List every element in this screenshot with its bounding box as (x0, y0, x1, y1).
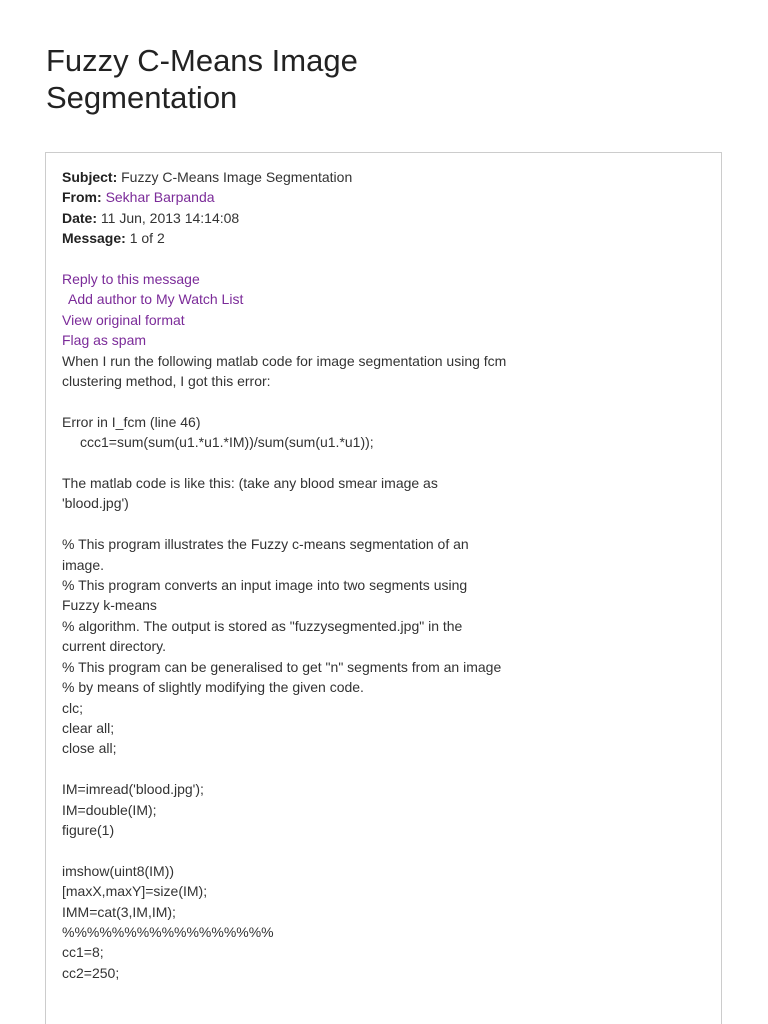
body-line: % This program converts an input image into two segments using (62, 577, 468, 594)
body-line: %%%%%%%%%%%%%%%%% (62, 923, 274, 940)
body-line: image. (62, 556, 105, 573)
body-line (62, 391, 702, 411)
message-label: Message: (62, 230, 126, 247)
body-line (62, 759, 702, 779)
flag-spam-link[interactable]: Flag as spam (62, 332, 147, 349)
body-line: % This program can be generalised to get "n" segments from an image (62, 658, 502, 675)
subject-row (62, 167, 702, 187)
action-row-spam (62, 330, 702, 350)
author-link[interactable]: Sekhar Barpanda (105, 189, 215, 206)
body-line: clc; (62, 699, 83, 716)
body-line (62, 453, 702, 473)
body-line: imshow(uint8(IM)) (62, 862, 175, 879)
body-line: cc1=8; (62, 944, 104, 961)
body-line: IM=imread('blood.jpg'); (62, 781, 204, 798)
body-line: % algorithm. The output is stored as "fuzzysegmented.jpg" in the (62, 617, 463, 634)
date-row (62, 208, 702, 228)
watch-list-link[interactable]: Add author to My Watch List (68, 291, 244, 308)
body-line (62, 840, 702, 860)
body-line: cc2=250; (62, 964, 120, 981)
body-line (62, 514, 702, 534)
body-line: IMM=cat(3,IM,IM); (62, 903, 176, 920)
body-line: clustering method, I got this error: (62, 373, 271, 390)
body-line: The matlab code is like this: (take any blood smear image as (62, 475, 438, 492)
subject-value: Fuzzy C-Means Image Segmentation (121, 169, 353, 185)
body-line: figure(1) (62, 821, 115, 838)
action-row-watch (62, 289, 702, 309)
body-line: Error in I_fcm (line 46) (62, 413, 201, 430)
body-line: ccc1=sum(sum(u1.*u1.*IM))/sum(sum(u1.*u1)); (80, 434, 374, 451)
action-row-original (62, 310, 702, 330)
body-line: Fuzzy k-means (62, 597, 157, 614)
from-row (62, 187, 702, 207)
body-line: % This program illustrates the Fuzzy c-means segmentation of an (62, 536, 469, 553)
message-container (45, 152, 722, 1024)
from-label: From: (62, 189, 102, 206)
spacer (62, 249, 702, 269)
body-line: close all; (62, 740, 117, 757)
body-line: clear all; (62, 719, 115, 736)
view-original-link[interactable]: View original format (62, 311, 185, 328)
body-line: current directory. (62, 638, 166, 655)
subject-label: Subject: (62, 169, 118, 185)
action-row-reply (62, 269, 702, 289)
date-value: 11 Jun, 2013 14:14:08 (100, 209, 240, 226)
message-index-value: 1 of 2 (129, 230, 165, 247)
body-line: When I run the following matlab code for image segmentation using fcm (62, 352, 507, 369)
body-line: % by means of slightly modifying the given code. (62, 679, 364, 696)
message-content (62, 167, 702, 983)
message-index-row (62, 228, 702, 248)
message-body (62, 351, 702, 984)
page-title: Fuzzy C-Means Image Segmentation (46, 43, 358, 115)
reply-link[interactable]: Reply to this message (62, 271, 200, 288)
body-line: IM=double(IM); (62, 801, 157, 818)
body-line: [maxX,maxY]=size(IM); (62, 883, 208, 900)
body-line: 'blood.jpg') (62, 495, 129, 512)
date-label: Date: (62, 209, 98, 226)
